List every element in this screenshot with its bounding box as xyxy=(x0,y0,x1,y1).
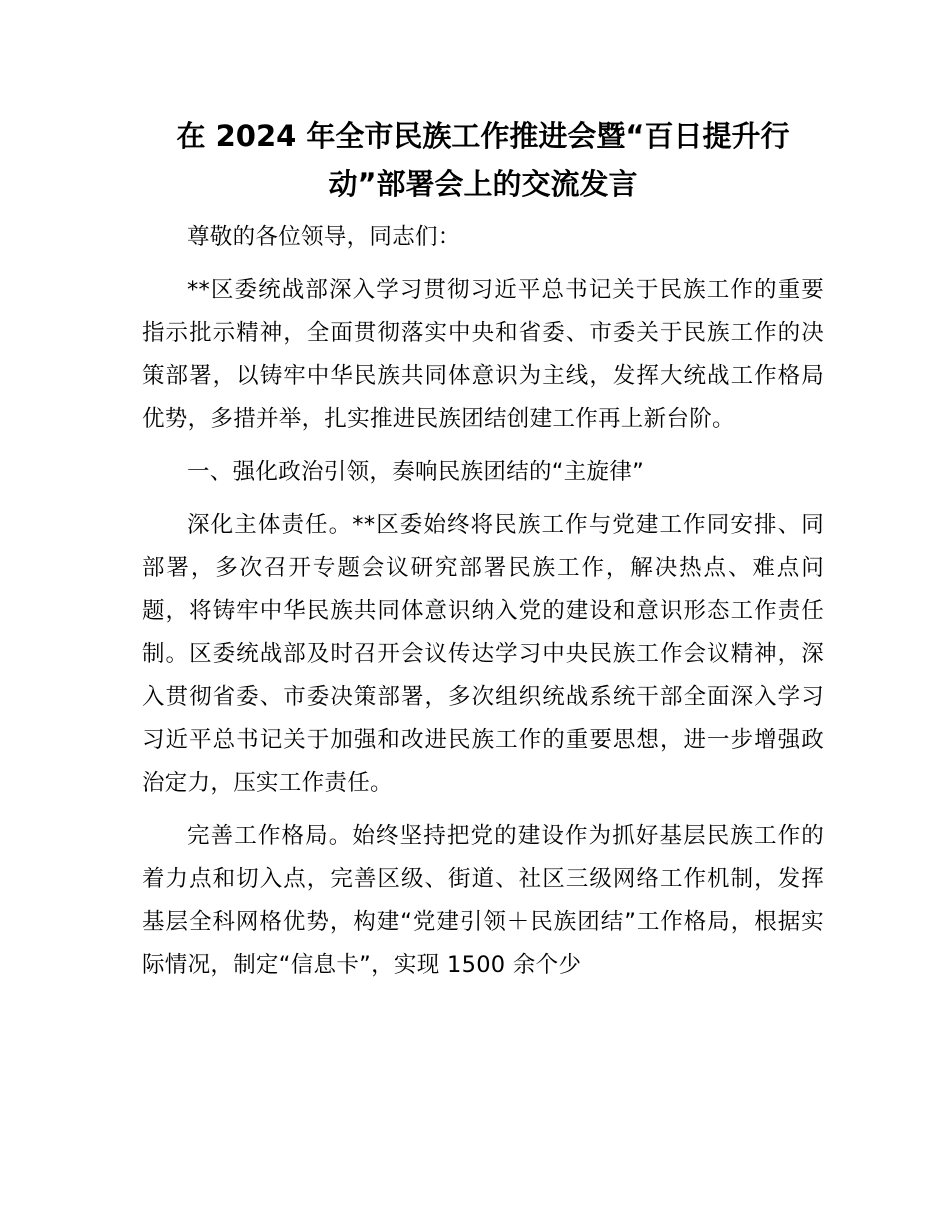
salutation: 尊敬的各位领导，同志们： xyxy=(187,224,461,250)
intro-paragraph: **区委统战部深入学习贯彻习近平总书记关于民族工作的重要指示批示精神，全面贯彻落实中央和省委、市委关于民族工作的决策部署，以铸牢中华民族共同体意识为主线，发挥大统战工作格局优势，多措并举，扎实推进民族团结创建工作再上新台阶。 xyxy=(142,277,824,432)
paragraph-deepen-responsibility: 深化主体责任。**区委始终将民族工作与党建工作同安排、同部署，多次召开专题会议研究部署民族工作，解决热点、难点问题，将铸牢中华民族共同体意识纳入党的建设和意识形态工作责任制。区委统战部及时召开会议传达学习中央民族工作会议精神，深入贯彻省委、市委决策部署，多次组织统战系统干部全面深入学习习近平总书记关于加强和改进民族工作的重要思想，进一步增强政治定力，压实工作责任。 xyxy=(142,512,824,796)
document-body xyxy=(142,112,824,997)
document-title: 在 2024 年全市民族工作推进会暨“百日提升行动”部署会上的交流发言 xyxy=(176,119,790,201)
paragraph-improve-structure: 完善工作格局。始终坚持把党的建设作为抓好基层民族工作的着力点和切入点，完善区级、街道、社区三级网络工作机制，发挥基层全科网格优势，构建“党建引领＋民族团结”工作格局，根据实际情况，制定“信息卡”，实现 1500 余个少 xyxy=(142,823,824,978)
section-heading-1: 一、强化政治引领，奏响民族团结的“主旋律” xyxy=(187,459,645,485)
